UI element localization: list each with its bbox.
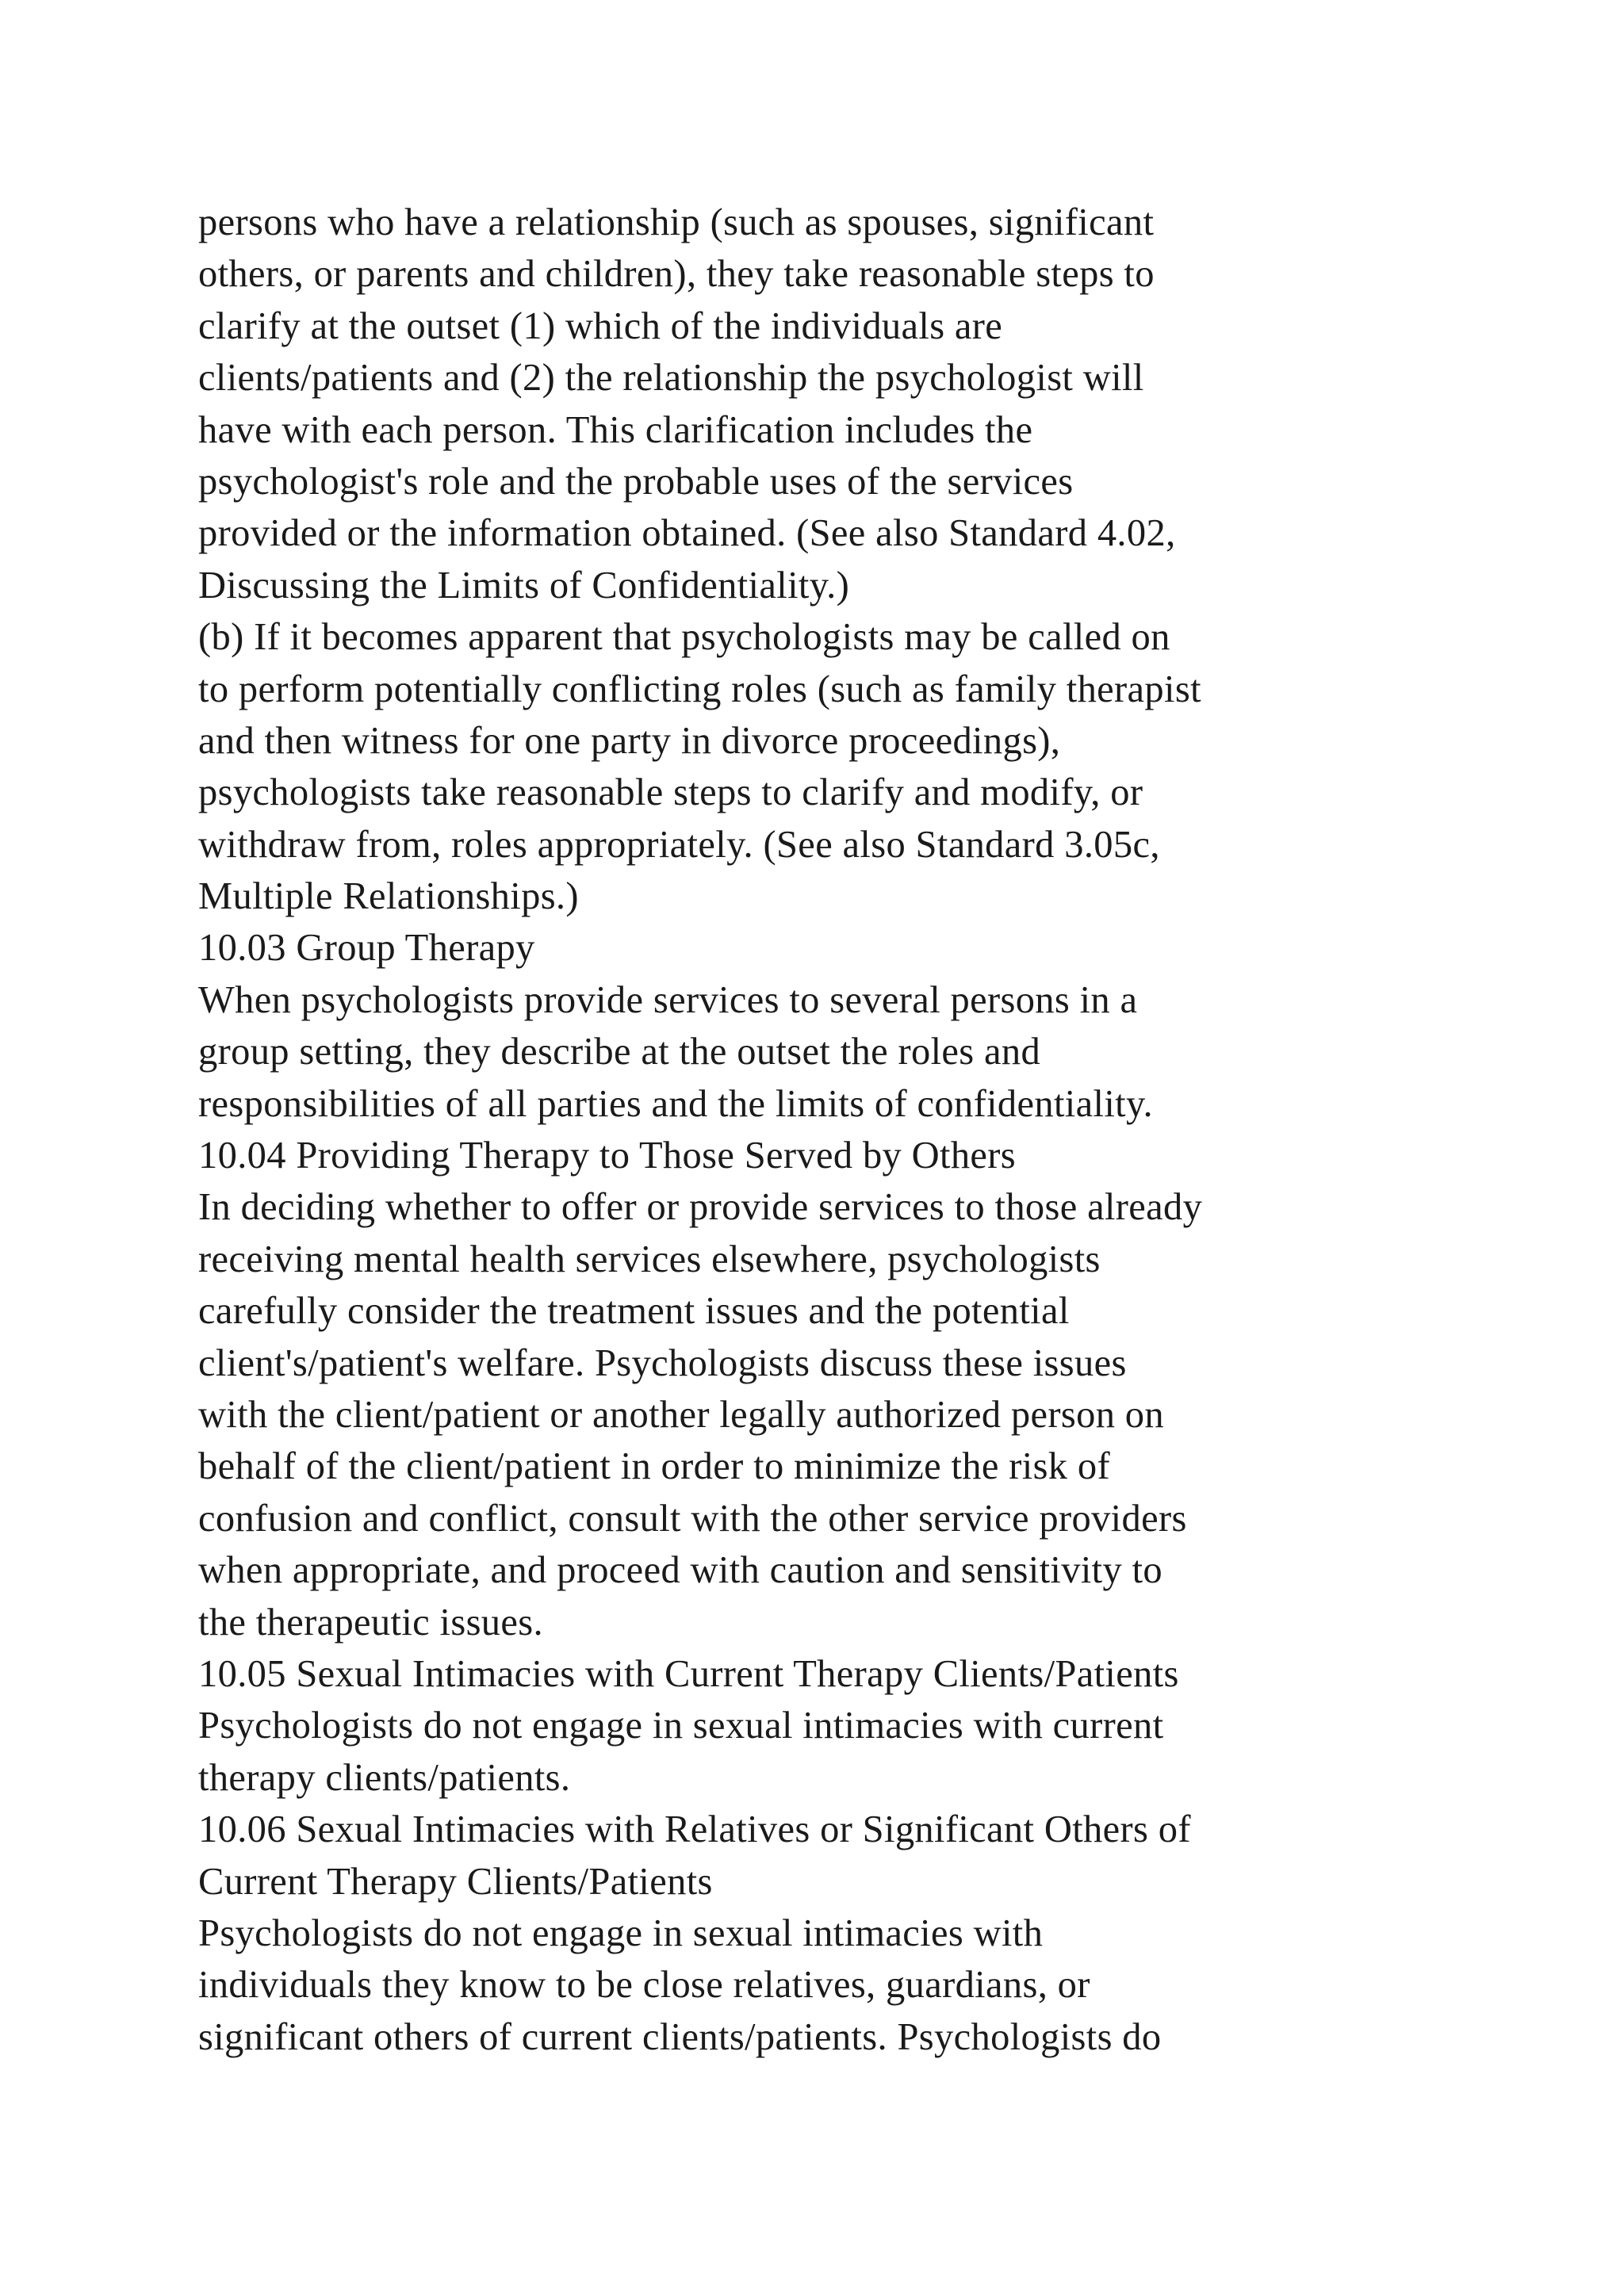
text-line: confusion and conflict, consult with the other service providers [198, 1497, 1187, 1540]
section-heading-10-04: 10.04 Providing Therapy to Those Served by Others [198, 1135, 1017, 1177]
text-line: withdraw from, roles appropriately. (See also Standard 3.05c, [198, 823, 1160, 866]
text-line: Psychologists do not engage in sexual intimacies with [198, 1911, 1044, 1954]
text-line: others, or parents and children), they take reasonable steps to [198, 253, 1155, 296]
text-line: provided or the information obtained. (See also Standard 4.02, [198, 512, 1176, 555]
section-heading-10-06: 10.06 Sexual Intimacies with Relatives or Significant Others of [198, 1808, 1191, 1851]
text-line: In deciding whether to offer or provide services to those already [198, 1186, 1203, 1229]
section-heading-10-05: 10.05 Sexual Intimacies with Current Therapy Clients/Patients [198, 1652, 1179, 1695]
text-line: the therapeutic issues. [198, 1601, 543, 1644]
text-line: therapy clients/patients. [198, 1756, 571, 1799]
text-line: to perform potentially conflicting roles (such as family therapist [198, 668, 1201, 710]
text-line: individuals they know to be close relatives, guardians, or [198, 1964, 1090, 2007]
text-line: When psychologists provide services to several persons in a [198, 978, 1138, 1021]
text-line: carefully consider the treatment issues and the potential [198, 1290, 1070, 1333]
text-line: psychologists take reasonable steps to clarify and modify, or [198, 771, 1143, 814]
section-heading-10-06-cont: Current Therapy Clients/Patients [198, 1860, 713, 1903]
text-line: clarify at the outset (1) which of the individuals are [198, 304, 1003, 347]
text-line: behalf of the client/patient in order to minimize the risk of [198, 1445, 1110, 1488]
text-line: clients/patients and (2) the relationship the psychologist will [198, 357, 1144, 400]
text-line: psychologist's role and the probable uses of the services [198, 460, 1074, 503]
text-line: when appropriate, and proceed with caution and sensitivity to [198, 1549, 1162, 1592]
text-line: persons who have a relationship (such as spouses, significant [198, 201, 1155, 243]
text-line: responsibilities of all parties and the limits of confidentiality. [198, 1082, 1153, 1125]
text-line: receiving mental health services elsewhere, psychologists [198, 1238, 1101, 1280]
text-line: Discussing the Limits of Confidentiality.) [198, 564, 850, 607]
section-heading-10-03: 10.03 Group Therapy [198, 927, 535, 970]
text-line: significant others of current clients/patients. Psychologists do [198, 2015, 1162, 2058]
text-line: client's/patient's welfare. Psychologists discuss these issues [198, 1341, 1127, 1384]
paragraph-b-line: (b) If it becomes apparent that psychologists may be called on [198, 616, 1170, 659]
text-line: group setting, they describe at the outset the roles and [198, 1031, 1041, 1073]
text-line: with the client/patient or another legally authorized person on [198, 1393, 1164, 1436]
text-line: Psychologists do not engage in sexual intimacies with current [198, 1705, 1164, 1747]
text-line: Multiple Relationships.) [198, 875, 579, 918]
text-line: and then witness for one party in divorce proceedings), [198, 719, 1061, 762]
document-body [198, 197, 1546, 2063]
text-line: have with each person. This clarification includes the [198, 408, 1033, 451]
